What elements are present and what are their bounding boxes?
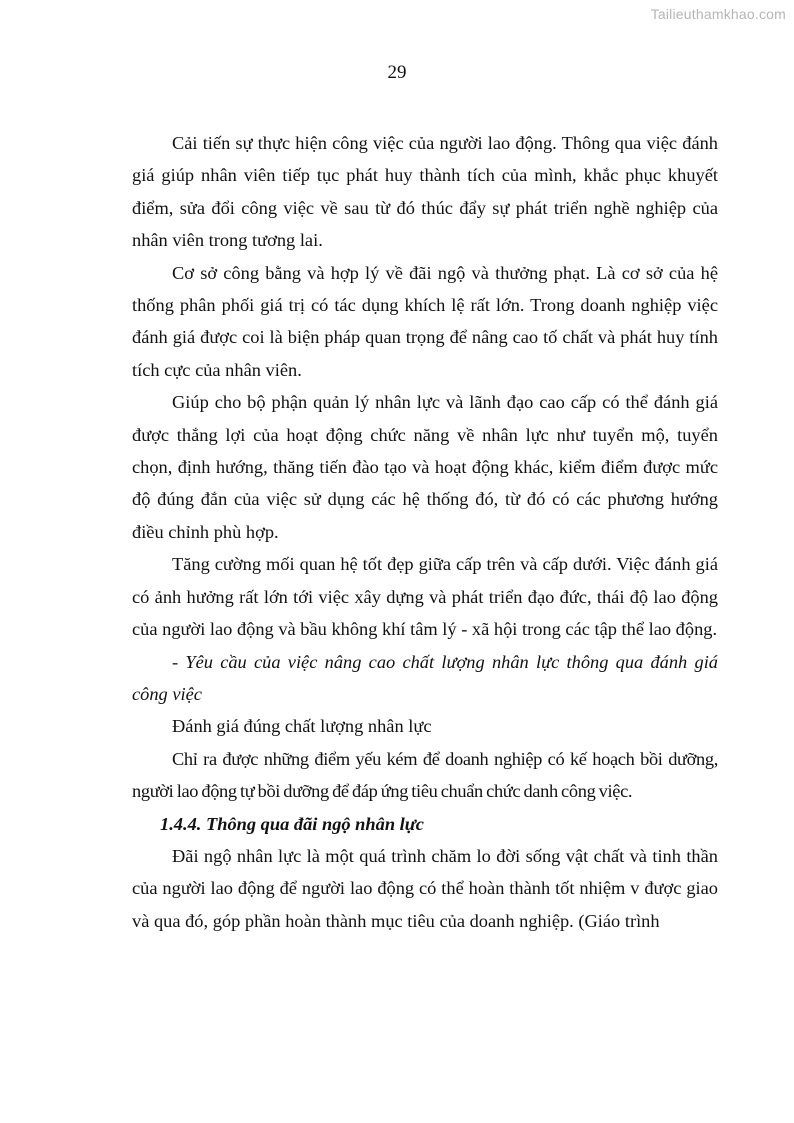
paragraph-evaluate-quality: Đánh giá đúng chất lượng nhân lực (172, 716, 432, 737)
paragraph-compensation-definition: Đãi ngộ nhân lực là một quá trình chăm lo đời sống vật chất và tinh thần của người lao động để người lao động có thể hoàn thành tốt nhiệm v được giao và qua đó, góp phần hoàn thành mục tiêu của doanh nghiệp. (Giáo trình (132, 845, 718, 931)
paragraph-identify-weaknesses: Chỉ ra được những điểm yếu kém để doanh nghiệp có kế hoạch bồi dưỡng, người lao động tự bồi dưỡng để đáp ứng tiêu chuẩn chức danh công việc. (132, 748, 718, 802)
paragraph-performance-improvement: Cải tiến sự thực hiện công việc của người lao động. Thông qua việc đánh giá giúp nhân viên tiếp tục phát huy thành tích của mình, khắc phục khuyết điểm, sửa đổi công việc về sau từ đó thúc đẩy sự phát triển nghề nghiệp của nhân viên trong tương lai. (132, 133, 718, 251)
paragraph-fair-reward-basis: Cơ sở công bằng và hợp lý về đãi ngộ và thưởng phạt. Là cơ sở của hệ thống phân phối giá trị có tác dụng khích lệ rất lớn. Trong doanh nghiệp việc đánh giá được coi là biện pháp quan trọng để nâng cao tố chất và phát huy tính tích cực của nhân viên. (132, 262, 718, 380)
page-number: 29 (387, 62, 407, 83)
section-heading-1-4-4: 1.4.4. Thông qua đãi ngộ nhân lực (160, 813, 424, 834)
document-body (132, 127, 718, 937)
paragraph-requirements-italic: - Yêu cầu của việc nâng cao chất lượng nhân lực thông qua đánh giá công việc (132, 651, 718, 704)
watermark-text: Tailieuthamkhao.com (650, 6, 786, 22)
paragraph-relationship-strengthening: Tăng cường mối quan hệ tốt đẹp giữa cấp trên và cấp dưới. Việc đánh giá có ảnh hưởng rất lớn tới việc xây dựng và phát triển đạo đức, thái độ lao động của người lao động và bầu không khí tâm lý - xã hội trong các tập thể lao động. (132, 554, 718, 640)
paragraph-hr-management-evaluation: Giúp cho bộ phận quản lý nhân lực và lãnh đạo cao cấp có thể đánh giá được thắng lợi của hoạt động chức năng về nhân lực như tuyển mộ, tuyển chọn, định hướng, thăng tiến đào tạo và hoạt động khác, kiểm điểm được mức độ đúng đắn của việc sử dụng các hệ thống đó, từ đó có các phương hướng điều chỉnh phù hợp. (132, 392, 718, 542)
